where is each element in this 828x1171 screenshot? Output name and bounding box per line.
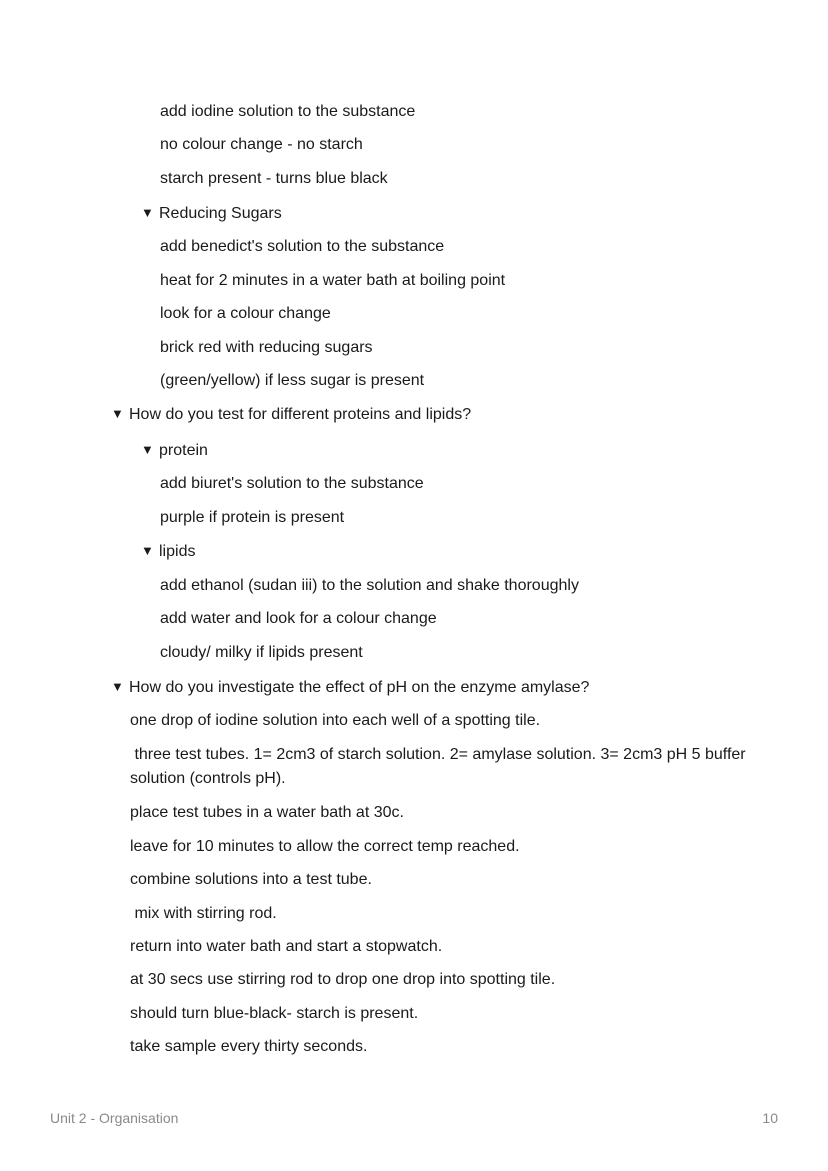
list-item: add ethanol (sudan iii) to the solution and shake thoroughly	[160, 577, 579, 594]
toggle-ph-amylase[interactable]	[111, 676, 589, 700]
list-item: add biuret's solution to the substance	[160, 475, 424, 492]
triangle-down-icon[interactable]: ▼	[141, 205, 154, 220]
list-item: no colour change - no starch	[160, 136, 363, 153]
toggle-heading: How do you test for different proteins and lipids?	[129, 406, 472, 423]
list-item: combine solutions into a test tube.	[130, 871, 372, 888]
triangle-down-icon[interactable]: ▼	[141, 543, 154, 558]
list-item: three test tubes. 1= 2cm3 of starch solution. 2= amylase solution. 3= 2cm3 pH 5 buffer solution (controls pH).	[130, 746, 751, 787]
list-item: one drop of iodine solution into each well of a spotting tile.	[130, 712, 541, 729]
toggle-reducing-sugars[interactable]	[141, 202, 282, 226]
toggle-heading: lipids	[159, 543, 196, 560]
list-item: cloudy/ milky if lipids present	[160, 644, 363, 661]
list-item: leave for 10 minutes to allow the correct temp reached.	[130, 838, 520, 855]
toggle-protein[interactable]	[141, 439, 208, 463]
footer-unit-title: Unit 2 - Organisation	[50, 1110, 179, 1126]
list-item: at 30 secs use stirring rod to drop one drop into spotting tile.	[130, 971, 556, 988]
list-item: heat for 2 minutes in a water bath at boiling point	[160, 272, 506, 289]
triangle-down-icon[interactable]: ▼	[141, 442, 154, 457]
list-item: add benedict's solution to the substance	[160, 238, 445, 255]
page-number: 10	[762, 1110, 778, 1126]
toggle-lipids[interactable]	[141, 540, 195, 564]
list-item: brick red with reducing sugars	[160, 339, 373, 356]
list-item: take sample every thirty seconds.	[130, 1038, 368, 1055]
triangle-down-icon[interactable]: ▼	[111, 406, 124, 421]
list-item: mix with stirring rod.	[130, 905, 277, 922]
toggle-heading: Reducing Sugars	[159, 205, 282, 222]
triangle-down-icon[interactable]: ▼	[111, 679, 124, 694]
list-item: purple if protein is present	[160, 509, 345, 526]
list-item: add iodine solution to the substance	[160, 103, 416, 120]
list-item: should turn blue-black- starch is present.	[130, 1005, 419, 1022]
list-item: (green/yellow) if less sugar is present	[160, 372, 425, 389]
list-item: look for a colour change	[160, 305, 331, 322]
list-item: place test tubes in a water bath at 30c.	[130, 804, 404, 821]
list-item: starch present - turns blue black	[160, 170, 388, 187]
list-item: add water and look for a colour change	[160, 610, 437, 627]
toggle-heading: protein	[159, 442, 208, 459]
list-item: return into water bath and start a stopwatch.	[130, 938, 443, 955]
toggle-proteins-lipids[interactable]	[111, 403, 471, 427]
toggle-heading: How do you investigate the effect of pH on the enzyme amylase?	[129, 679, 590, 696]
